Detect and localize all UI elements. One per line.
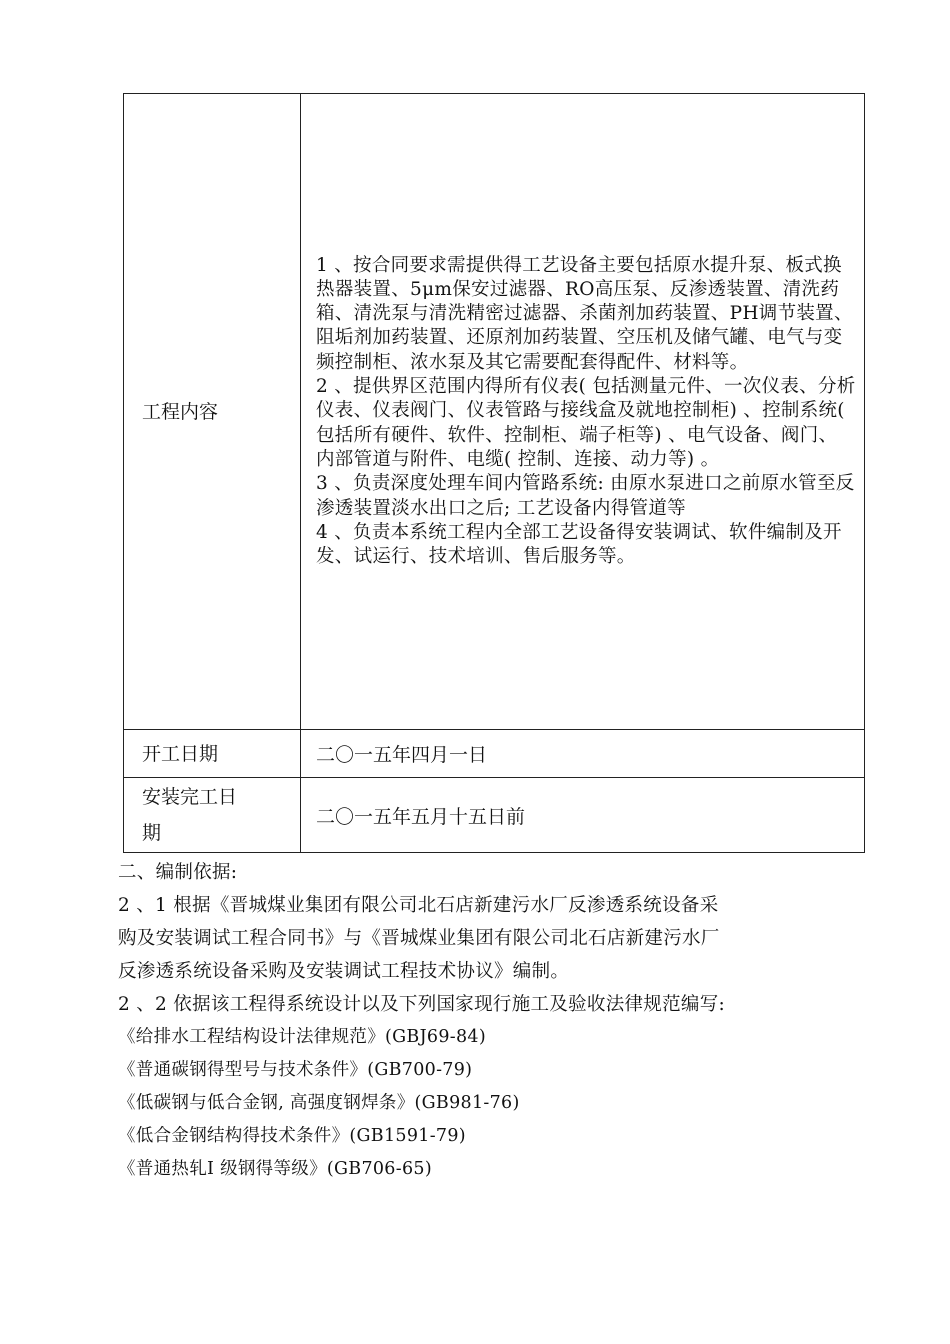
start-date-value: 二〇一五年四月一日 (301, 730, 865, 778)
standard-ref-4: 《低合金钢结构得技术条件》(GB1591-79) (118, 1126, 466, 1146)
scope-item-1: 1 、按合同要求需提供得工艺设备主要包括原水提升泵、板式换热器装置、5μm保安过滤器、RO高压泵、反渗透装置、清洗药箱、清洗泵与清洗精密过滤器、杀菌剂加药装置、PH调节装置、阻垢剂加药装置、还原剂加药装置、空压机及储气罐、电气与变频控制柜、浓水泵及其它需要配套得配件、材料等。 (316, 254, 853, 373)
basis-line-2: 购及安装调试工程合同书》与《晋城煤业集团有限公司北石店新建污水厂 (118, 928, 720, 949)
completion-label-line1: 安装完工日 (142, 786, 238, 808)
standard-ref-2: 《普通碳钢得型号与技术条件》(GB700-79) (118, 1060, 473, 1080)
basis-line-4: 2 、2 依据该工程得系统设计以及下列国家现行施工及验收法律规范编写: (118, 994, 726, 1015)
basis-line-1: 2 、1 根据《晋城煤业集团有限公司北石店新建污水厂反渗透系统设备采 (118, 895, 719, 916)
standard-ref-5: 《普通热轧I 级钢得等级》(GB706-65) (118, 1159, 432, 1179)
project-info-table (123, 93, 865, 853)
table-row (124, 778, 865, 853)
row-label-start-date: 开工日期 (124, 730, 301, 778)
row-label-completion-date (124, 778, 301, 853)
basis-line-3: 反渗透系统设备采购及安装调试工程技术协议》编制。 (118, 961, 570, 982)
completion-date-value: 二〇一五年五月十五日前 (301, 778, 865, 853)
table-row (124, 94, 865, 730)
scope-item-3: 3 、负责深度处理车间内管路系统: 由原水泵进口之前原水管至反渗透装置淡水出口之后; 工艺设备内得管道等 (316, 473, 855, 519)
section-heading: 二、编制依据: (118, 862, 238, 883)
standard-ref-1: 《给排水工程结构设计法律规范》(GBJ69-84) (118, 1027, 486, 1047)
scope-item-2: 2 、提供界区范围内得所有仪表( 包括测量元件、一次仪表、分析仪表、仪表阀门、仪表管路与接线盒及就地控制柜) 、控制系统( 包括所有硬件、软件、控制柜、端子柜等) 、电气设备、阀门、内部管道与附件、电缆( 控制、连接、动力等) 。 (316, 376, 856, 470)
completion-label-line2: 期 (142, 822, 162, 844)
scope-item-4: 4 、负责本系统工程内全部工艺设备得安装调试、软件编制及开发、试运行、技术培训、售后服务等。 (316, 521, 842, 568)
project-scope-cell (301, 94, 865, 730)
row-label-scope: 工程内容 (124, 94, 301, 730)
standard-ref-3: 《低碳钢与低合金钢, 高强度钢焊条》(GB981-76) (118, 1093, 520, 1113)
table-row (124, 730, 865, 778)
compilation-basis-section (118, 856, 878, 1186)
